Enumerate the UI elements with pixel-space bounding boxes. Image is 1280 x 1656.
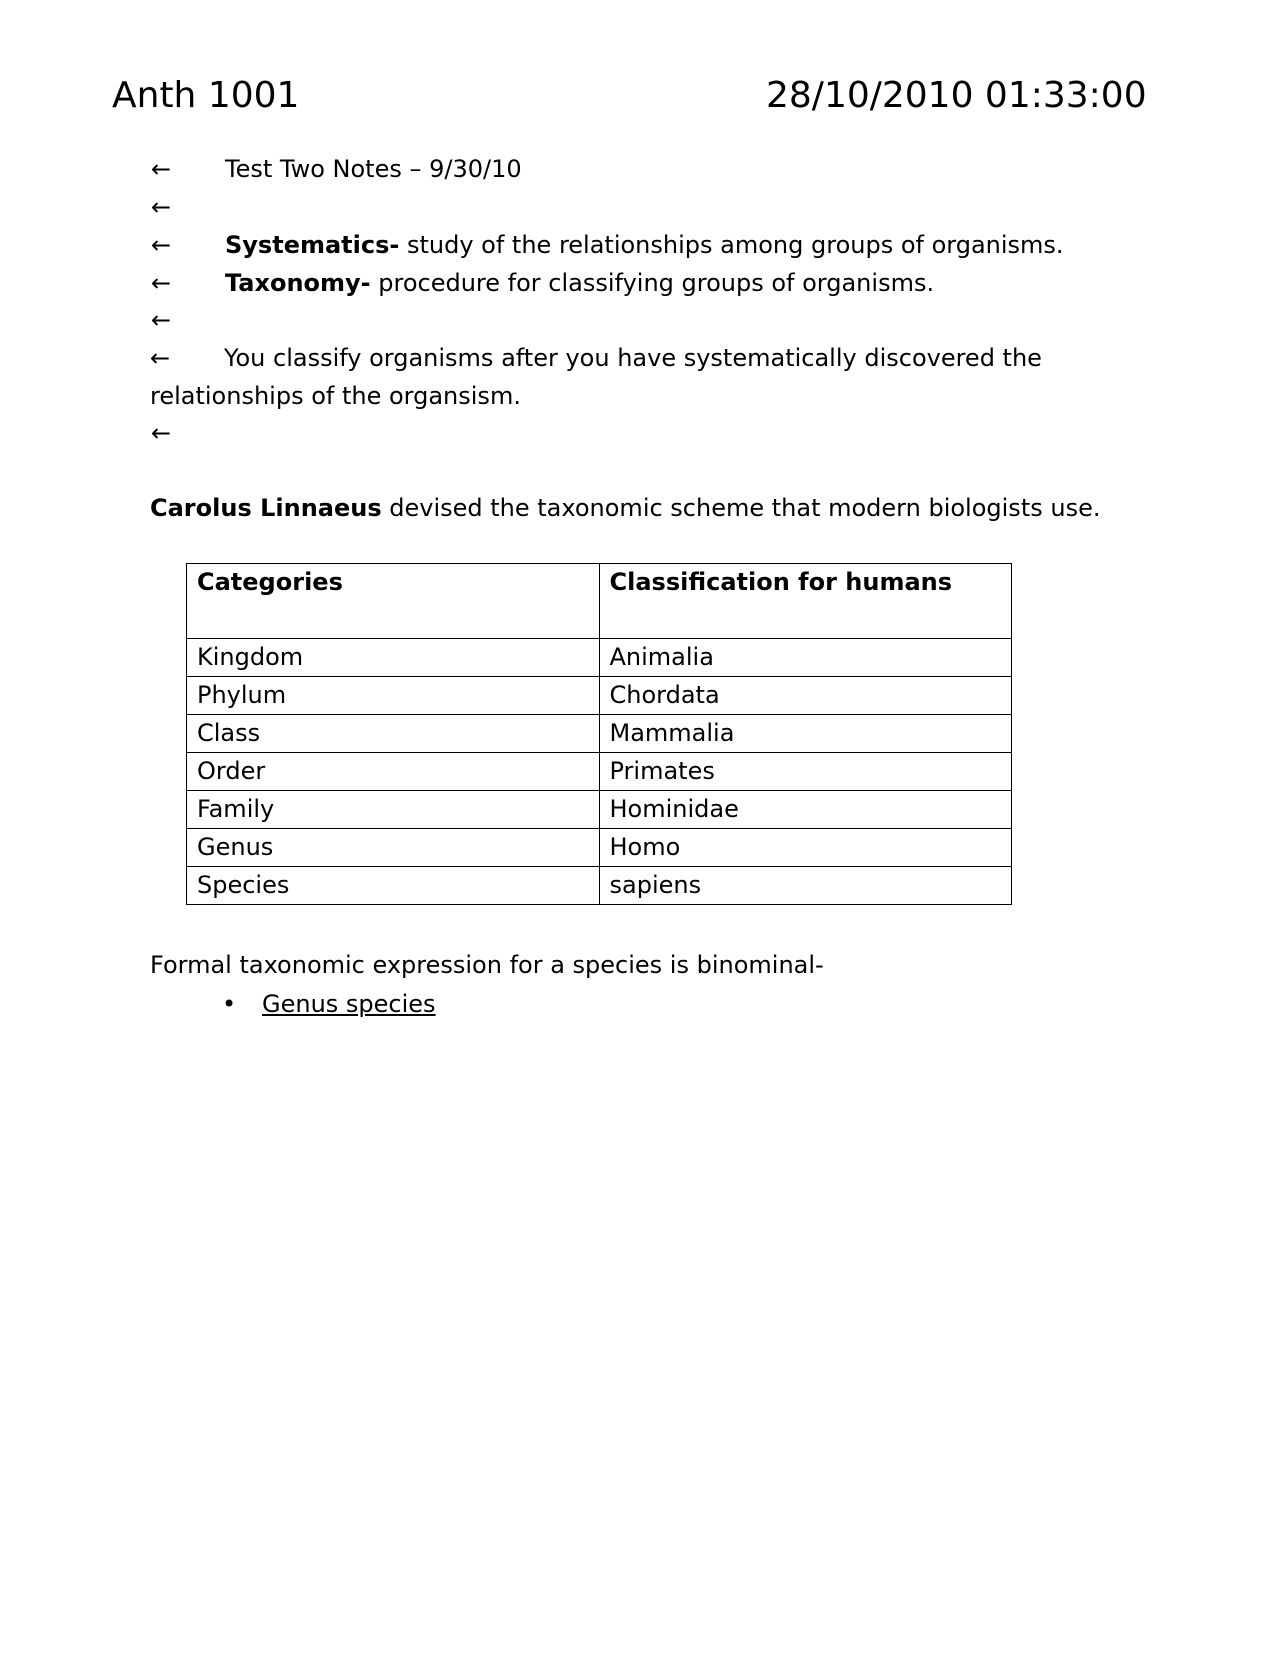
table-cell-classification: Animalia xyxy=(599,639,1012,677)
table-row xyxy=(187,715,1012,753)
table-cell-category: Class xyxy=(187,715,600,753)
table-cell-category: Family xyxy=(187,791,600,829)
return-arrow-icon: ← xyxy=(151,231,172,259)
return-arrow-icon: ← xyxy=(151,269,172,297)
systematics-definition: study of the relationships among groups of organisms. xyxy=(399,231,1064,259)
classify-text: You classify organisms after you have systematically discovered the relationships of the organsism. xyxy=(150,344,1042,410)
notes-title-line xyxy=(151,150,522,188)
systematics-line xyxy=(151,226,1064,264)
return-arrow-icon: ← xyxy=(151,306,172,334)
linnaeus-text: devised the taxonomic scheme that modern biologists use. xyxy=(381,494,1101,522)
table-row xyxy=(187,677,1012,715)
return-arrow-icon: ← xyxy=(150,344,171,372)
empty-line xyxy=(151,188,225,226)
table-cell-category: Species xyxy=(187,867,600,905)
table-cell-classification: Primates xyxy=(599,753,1012,791)
return-arrow-icon: ← xyxy=(151,419,172,447)
return-arrow-icon: ← xyxy=(151,193,172,221)
table-cell-category: Genus xyxy=(187,829,600,867)
classification-table xyxy=(186,563,1012,905)
table-row xyxy=(187,867,1012,905)
bullet-icon: • xyxy=(222,990,237,1018)
table-cell-classification: Homo xyxy=(599,829,1012,867)
notes-title: Test Two Notes – 9/30/10 xyxy=(225,155,522,183)
table-row xyxy=(187,753,1012,791)
linnaeus-paragraph xyxy=(150,489,1110,527)
binomial-bullet-item xyxy=(222,985,436,1023)
return-arrow-icon: ← xyxy=(151,155,172,183)
taxonomy-definition: procedure for classifying groups of organisms. xyxy=(370,269,935,297)
table-row xyxy=(187,829,1012,867)
table-row xyxy=(187,791,1012,829)
table-cell-classification: Hominidae xyxy=(599,791,1012,829)
taxonomy-line xyxy=(151,264,934,302)
table-cell-category: Order xyxy=(187,753,600,791)
table-cell-classification: Chordata xyxy=(599,677,1012,715)
empty-line xyxy=(151,414,225,452)
empty-line xyxy=(151,301,225,339)
table-cell-category: Kingdom xyxy=(187,639,600,677)
table-header-cell: Categories xyxy=(187,564,600,639)
table-cell-category: Phylum xyxy=(187,677,600,715)
table-cell-classification: Mammalia xyxy=(599,715,1012,753)
binomial-text: Formal taxonomic expression for a species is binominal- xyxy=(150,951,824,979)
classify-paragraph xyxy=(150,339,1110,415)
table-cell-classification: sapiens xyxy=(599,867,1012,905)
table-header-cell: Classification for humans xyxy=(599,564,1012,639)
binomial-example: Genus species xyxy=(262,990,436,1018)
document-timestamp: 28/10/2010 01:33:00 xyxy=(766,75,1147,116)
systematics-term: Systematics- xyxy=(225,231,400,259)
linnaeus-name: Carolus Linnaeus xyxy=(150,494,382,522)
taxonomy-term: Taxonomy- xyxy=(225,269,371,297)
course-title: Anth 1001 xyxy=(112,75,300,116)
table-header-row xyxy=(187,564,1012,639)
table-row xyxy=(187,639,1012,677)
